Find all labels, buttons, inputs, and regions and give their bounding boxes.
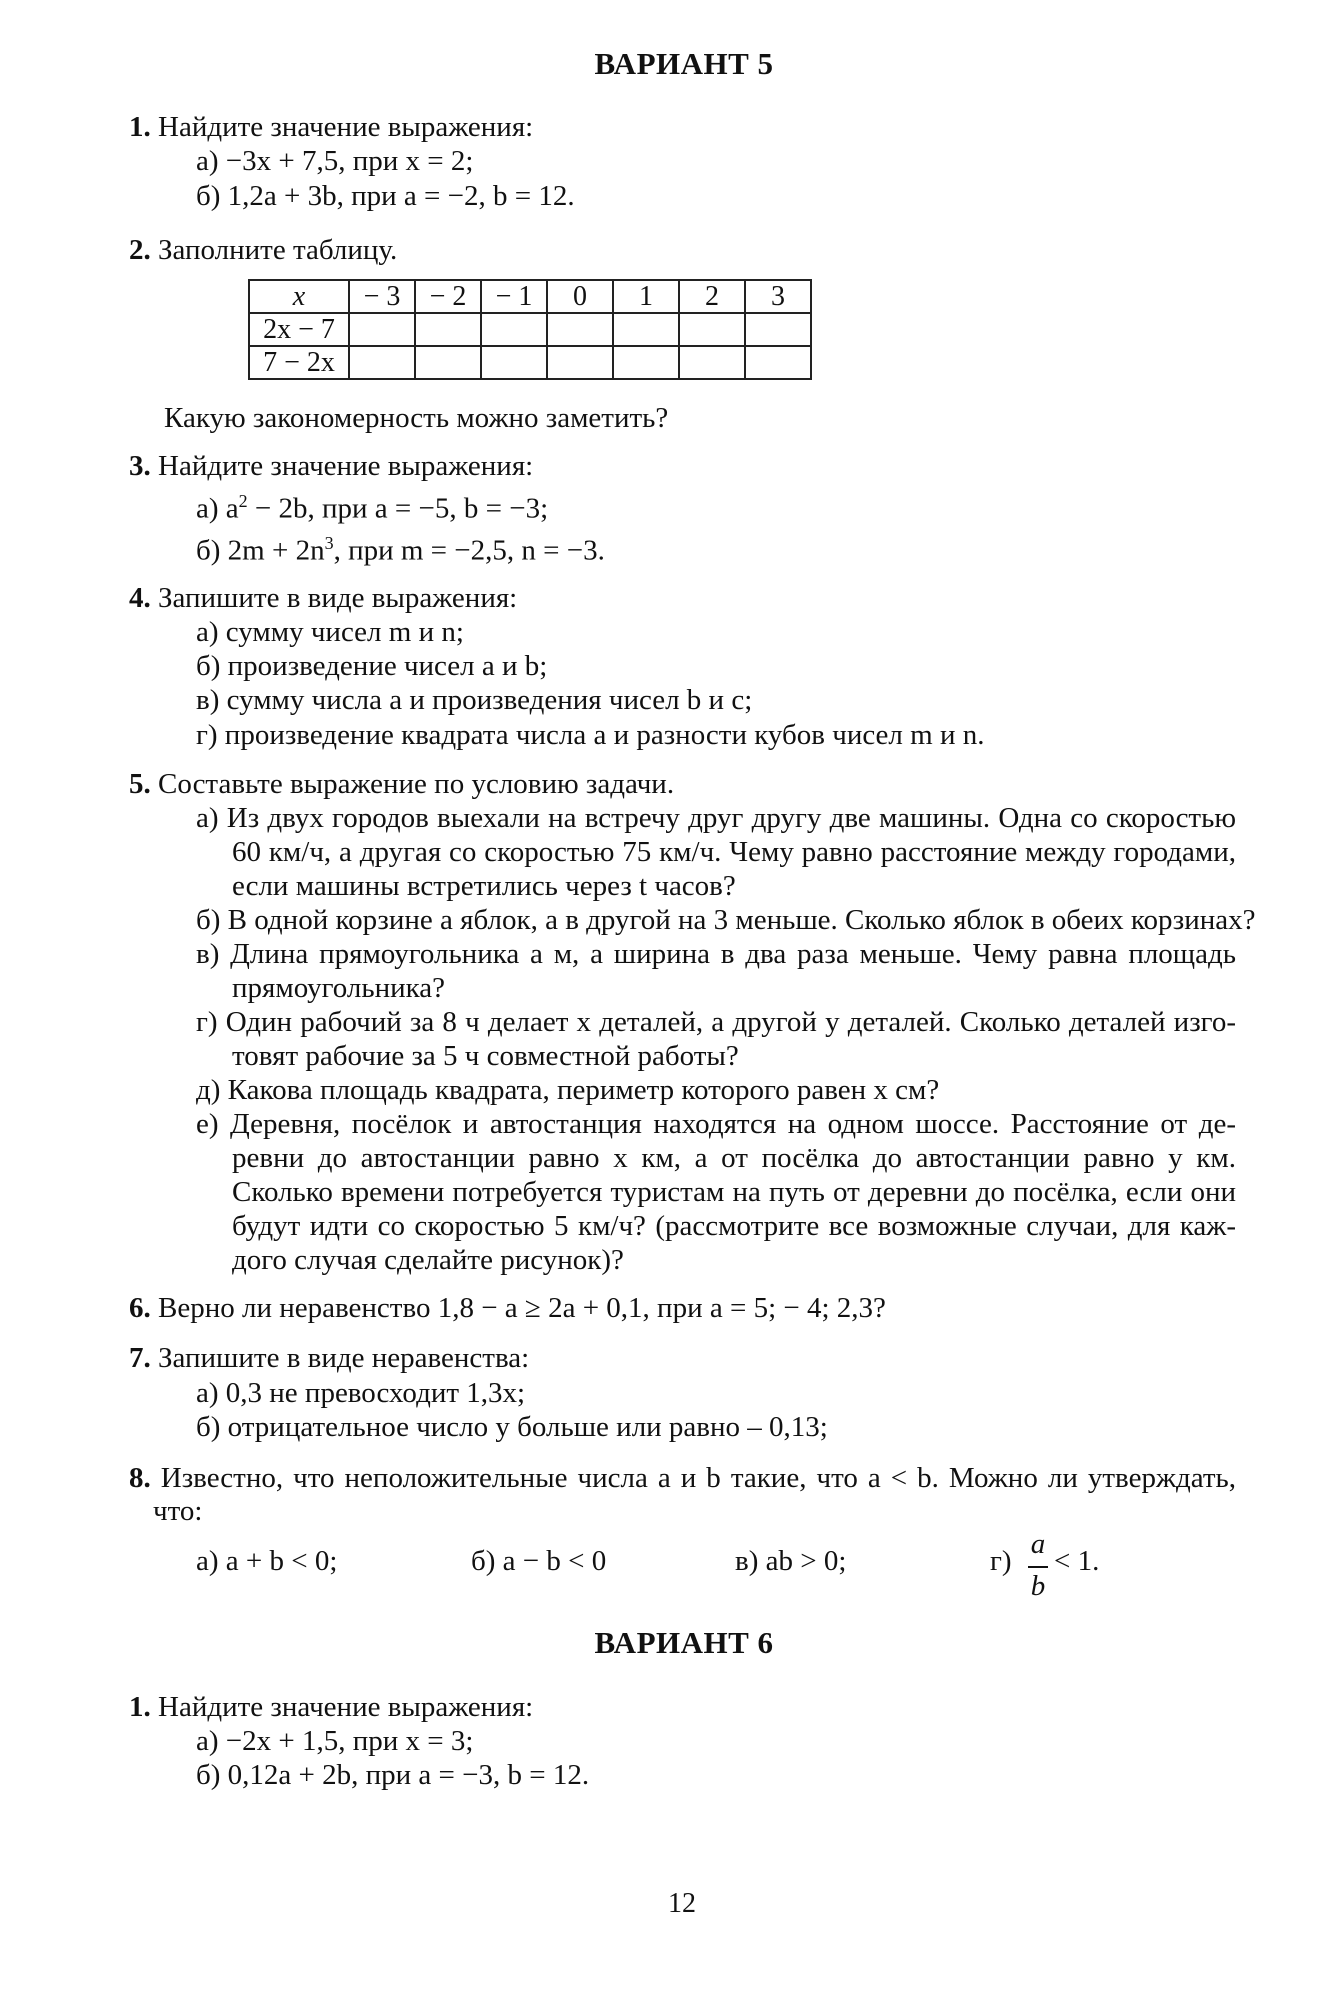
variant-6-title: ВАРИАНТ 6	[594, 1625, 774, 1660]
task-7-text: Запишите в виде неравенства:	[158, 1342, 530, 1374]
task-4c: в) сумму числа a и произведения чисел b и c;	[196, 684, 753, 716]
task-1b: б) 1,2a + 3b, при a = −2, b = 12.	[196, 180, 575, 212]
task-6-statement	[129, 1294, 886, 1323]
task-2-statement	[129, 236, 397, 265]
table-header-cell: − 1	[481, 280, 547, 313]
task-5e-line: д) Какова площадь квадрата, периметр которого равен x см?	[196, 1074, 940, 1106]
task-4-text: Запишите в виде выражения:	[158, 582, 518, 614]
table-empty-cell	[481, 313, 547, 346]
task-3b: б) $2m + 2n^3$, при m = −2,5, n = −3.	[196, 533, 605, 567]
fraction-denominator: b	[1030, 1570, 1046, 1602]
task-1-text: Найдите значение выражения:	[158, 111, 534, 143]
v6-task-1a: а) −2x + 1,5, при x = 3;	[196, 1725, 474, 1757]
table-empty-cell	[613, 313, 679, 346]
table-row	[249, 346, 811, 379]
task-8c: в) ab > 0;	[735, 1545, 847, 1577]
task-8d-label: г)	[990, 1545, 1012, 1577]
task-8-text-cont: что:	[153, 1495, 203, 1527]
task-2-number: 2.	[129, 234, 151, 266]
task-3-statement	[129, 452, 533, 481]
table-header-cell: 0	[547, 280, 613, 313]
variant-5-title: ВАРИАНТ 5	[594, 46, 774, 81]
task-4-statement	[129, 584, 517, 613]
task-5-statement	[129, 770, 674, 799]
table-empty-cell	[679, 346, 745, 379]
table-header-cell: − 3	[349, 280, 415, 313]
task-4b: б) произведение чисел a и b;	[196, 650, 548, 682]
task-5d-line: товят рабочие за 5 ч совместной работы?	[232, 1040, 739, 1072]
task-5f-line: будут идти со скоростью 5 км/ч? (рассмотрите все возможные случаи, для каж-	[232, 1210, 1236, 1242]
task-5f-line: Сколько времени потребуется туристам на путь от деревни до посёлка, если они	[232, 1176, 1236, 1208]
task-8a: а) a + b < 0;	[196, 1545, 338, 1577]
page-number: 12	[668, 1888, 696, 1919]
task-5a-line: 60 км/ч, а другая со скоростью 75 км/ч. Чему равно расстояние между городами,	[232, 836, 1236, 868]
table-header-cell: 2	[679, 280, 745, 313]
table-empty-cell	[745, 346, 811, 379]
task-1a: а) −3x + 7,5, при x = 2;	[196, 145, 474, 177]
table-empty-cell	[745, 313, 811, 346]
task-4-number: 4.	[129, 582, 151, 614]
table-empty-cell	[547, 313, 613, 346]
task-5c-line: в) Длина прямоугольника a м, а ширина в два раза меньше. Чему равна площадь	[196, 938, 1236, 970]
task-8-statement	[129, 1464, 1236, 1493]
task-3-text: Найдите значение выражения:	[158, 450, 534, 482]
task-5-number: 5.	[129, 768, 151, 800]
values-table	[248, 279, 812, 380]
table-empty-cell	[613, 346, 679, 379]
fraction-bar	[1028, 1566, 1048, 1568]
table-empty-cell	[415, 313, 481, 346]
task-6-number: 6.	[129, 1292, 151, 1324]
table-header-row	[249, 280, 811, 313]
task-2-text: Заполните таблицу.	[158, 234, 398, 266]
task-5f-line: е) Деревня, посёлок и автостанция находятся на одном шоссе. Расстояние от де-	[196, 1108, 1236, 1140]
table-header-cell: 1	[613, 280, 679, 313]
v6-task-1b: б) 0,12a + 2b, при a = −3, b = 12.	[196, 1759, 590, 1791]
task-8-text: Известно, что неположительные числа a и b такие, что a < b. Можно ли утверждать,	[160, 1462, 1236, 1494]
table-empty-cell	[481, 346, 547, 379]
v6-task-1-text: Найдите значение выражения:	[158, 1691, 534, 1723]
fraction-numerator: a	[1030, 1528, 1046, 1560]
task-1-statement	[129, 113, 533, 142]
task-5f-line: ревни до автостанции равно x км, а от посёлка до автостанции равно y км.	[232, 1142, 1236, 1174]
v6-task-1-statement	[129, 1693, 533, 1722]
task-6-text: Верно ли неравенство 1,8 − a ≥ 2a + 0,1, при a = 5; − 4; 2,3?	[158, 1292, 886, 1324]
table-row	[249, 313, 811, 346]
task-7-statement	[129, 1344, 529, 1373]
table-empty-cell	[679, 313, 745, 346]
task-4a: а) сумму чисел m и n;	[196, 616, 464, 648]
table-empty-cell	[349, 313, 415, 346]
table-empty-cell	[547, 346, 613, 379]
table-empty-cell	[349, 346, 415, 379]
task-5f-line: дого случая сделайте рисунок)?	[232, 1244, 624, 1276]
v6-task-1-number: 1.	[129, 1691, 151, 1723]
table-row-label: 2x − 7	[249, 313, 349, 346]
task-5-text: Составьте выражение по условию задачи.	[158, 768, 675, 800]
task-5d-line: г) Один рабочий за 8 ч делает x деталей, а другой y деталей. Сколько деталей изго-	[196, 1006, 1236, 1038]
table-empty-cell	[415, 346, 481, 379]
task-7a: а) 0,3 не превосходит 1,3x;	[196, 1377, 526, 1409]
task-8-number: 8.	[129, 1462, 151, 1494]
table-row-label: 7 − 2x	[249, 346, 349, 379]
table-header-cell: − 2	[415, 280, 481, 313]
task-2-question: Какую закономерность можно заметить?	[164, 402, 669, 434]
task-5b-line: б) В одной корзине a яблок, а в другой на 3 меньше. Сколько яблок в обеих корзинах?	[196, 904, 1256, 936]
task-8b: б) a − b < 0	[471, 1545, 607, 1577]
task-5a-line: если машины встретились через t часов?	[232, 870, 736, 902]
task-3a: а) $a^2 - 2b$, при a = −5, b = −3;	[196, 491, 549, 525]
task-8d-inequality: < 1.	[1054, 1545, 1100, 1577]
task-4d: г) произведение квадрата числа a и разности кубов чисел m и n.	[196, 719, 985, 751]
table-header-x: x	[249, 280, 349, 313]
table-header-cell: 3	[745, 280, 811, 313]
task-7b: б) отрицательное число y больше или равно – 0,13;	[196, 1411, 828, 1443]
task-1-number: 1.	[129, 111, 151, 143]
task-5a-line: а) Из двух городов выехали на встречу друг другу две машины. Одна со скоростью	[196, 802, 1236, 834]
task-5c-line: прямоугольника?	[232, 972, 446, 1004]
task-3-number: 3.	[129, 450, 151, 482]
task-7-number: 7.	[129, 1342, 151, 1374]
